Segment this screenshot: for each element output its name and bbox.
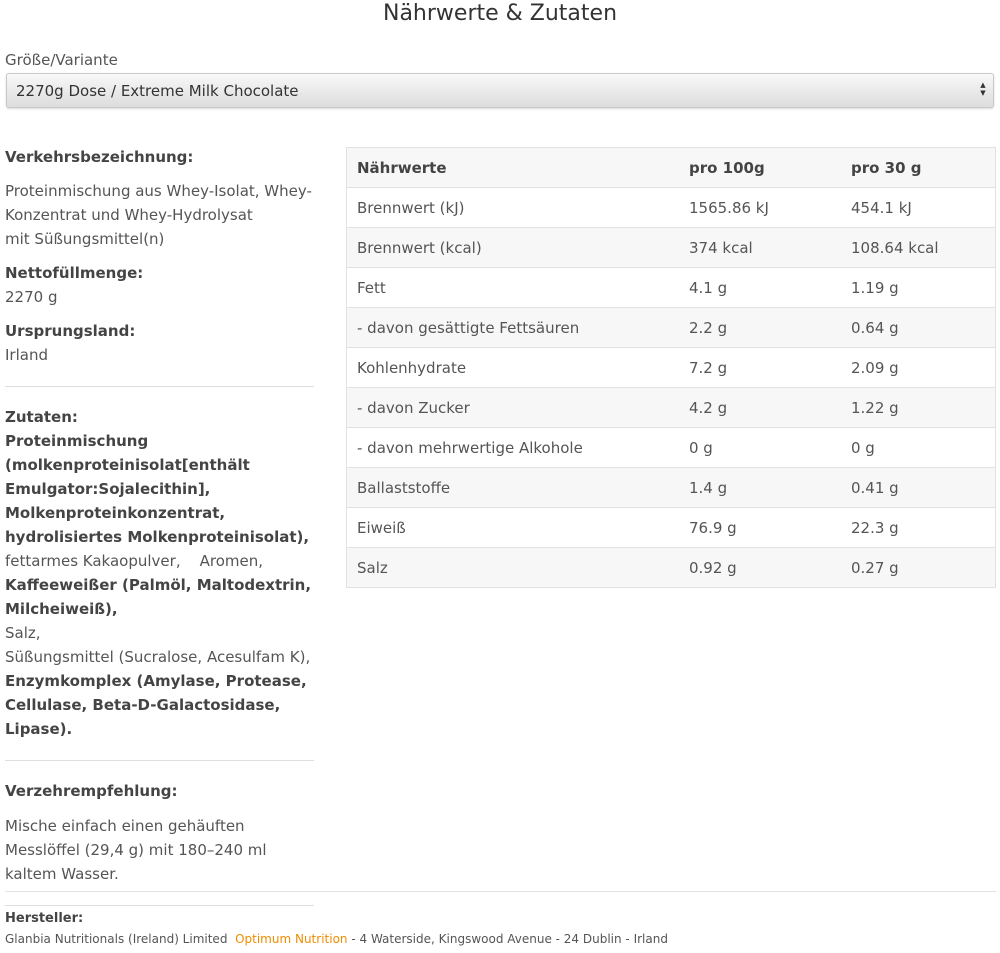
footer-divider	[5, 891, 996, 892]
verkehrsbezeichnung-label: Verkehrsbezeichnung:	[5, 148, 194, 166]
table-cell: 454.1 kJ	[841, 188, 996, 228]
table-row	[347, 468, 996, 508]
table-cell: 2.09 g	[841, 348, 996, 388]
table-cell: Salz	[347, 548, 680, 588]
table-cell: Brennwert (kJ)	[347, 188, 680, 228]
table-cell: - davon mehrwertige Alkohole	[347, 428, 680, 468]
table-header-cell: pro 30 g	[841, 148, 996, 188]
table-row	[347, 188, 996, 228]
brand-link[interactable]: Optimum Nutrition	[235, 932, 348, 946]
table-cell: 4.2 g	[679, 388, 841, 428]
manufacturer-label: Hersteller:	[5, 911, 84, 926]
verkehrsbezeichnung-line: Proteinmischung aus Whey-Isolat, Whey-	[5, 182, 312, 200]
table-header-row	[347, 148, 996, 188]
ursprungsland-value: Irland	[5, 346, 48, 364]
table-cell: 0.92 g	[679, 548, 841, 588]
table-row	[347, 388, 996, 428]
verkehrsbezeichnung-line: Konzentrat und Whey-Hydrolysat	[5, 206, 253, 224]
verzehr-label: Verzehrempfehlung:	[5, 782, 178, 800]
table-cell: 108.64 kcal	[841, 228, 996, 268]
nettofuellmenge-label: Nettofüllmenge:	[5, 264, 144, 282]
table-cell: 2.2 g	[679, 308, 841, 348]
table-cell: 1.19 g	[841, 268, 996, 308]
table-cell: 0 g	[841, 428, 996, 468]
table-cell: 7.2 g	[679, 348, 841, 388]
table-cell: 374 kcal	[679, 228, 841, 268]
table-cell: 4.1 g	[679, 268, 841, 308]
table-row	[347, 428, 996, 468]
table-cell: 0.41 g	[841, 468, 996, 508]
verzehr-text: Mische einfach einen gehäuften Messlöffel (29,4 g) mit 180–240 ml kaltem Wasser.	[5, 817, 267, 883]
table-cell: 76.9 g	[679, 508, 841, 548]
variant-select[interactable]	[6, 73, 994, 108]
zutaten-item: Süßungsmittel (Sucralose, Acesulfam K),	[5, 648, 311, 666]
table-row	[347, 348, 996, 388]
table-cell: 1565.86 kJ	[679, 188, 841, 228]
table-cell: Kohlenhydrate	[347, 348, 680, 388]
table-cell: 0 g	[679, 428, 841, 468]
table-cell: 1.22 g	[841, 388, 996, 428]
table-row	[347, 308, 996, 348]
select-arrows-icon: ▲ ▼	[980, 81, 986, 97]
table-header-cell: Nährwerte	[347, 148, 680, 188]
table-cell: Fett	[347, 268, 680, 308]
table-cell: - davon gesättigte Fettsäuren	[347, 308, 680, 348]
table-cell: 22.3 g	[841, 508, 996, 548]
zutaten-label: Zutaten:	[5, 408, 78, 426]
table-cell: 1.4 g	[679, 468, 841, 508]
manufacturer-address: - 4 Waterside, Kingswood Avenue - 24 Dublin - Irland	[351, 932, 668, 946]
table-row	[347, 548, 996, 588]
zutaten-item: fettarmes Kakaopulver, Aromen,	[5, 552, 264, 570]
table-header-cell: pro 100g	[679, 148, 841, 188]
manufacturer-company: Glanbia Nutritionals (Ireland) Limited	[5, 932, 228, 946]
divider	[5, 760, 314, 761]
nettofuellmenge-value: 2270 g	[5, 288, 58, 306]
variant-label: Größe/Variante	[5, 51, 118, 69]
table-row	[347, 228, 996, 268]
table-cell: Ballaststoffe	[347, 468, 680, 508]
zutaten-item: Enzymkomplex (Amylase, Protease, Cellulase, Beta-D-Galactosidase, Lipase).	[5, 672, 307, 738]
table-cell: 0.27 g	[841, 548, 996, 588]
table-cell: Eiweiß	[347, 508, 680, 548]
product-info	[5, 145, 314, 906]
zutaten-item: Proteinmischung (molkenproteinisolat[enthält Emulgator:Sojalecithin], Molkenproteinkonzentrat, hydrolisiertes Molkenproteinisolat),	[5, 432, 310, 546]
verkehrsbezeichnung-line: mit Süßungsmittel(n)	[5, 230, 165, 248]
table-row	[347, 268, 996, 308]
divider	[5, 386, 314, 387]
page-title: Nährwerte & Zutaten	[382, 1, 618, 26]
manufacturer-line	[5, 932, 668, 946]
variant-selected-value: 2270g Dose / Extreme Milk Chocolate	[16, 82, 299, 100]
zutaten-item: Salz,	[5, 624, 41, 642]
table-cell: - davon Zucker	[347, 388, 680, 428]
table-cell: 0.64 g	[841, 308, 996, 348]
zutaten-item: Kaffeeweißer (Palmöl, Maltodextrin, Milcheiweiß),	[5, 576, 312, 618]
table-cell: Brennwert (kcal)	[347, 228, 680, 268]
table-row	[347, 508, 996, 548]
ursprungsland-label: Ursprungsland:	[5, 322, 136, 340]
nutrition-table	[346, 147, 996, 588]
divider	[5, 905, 314, 906]
